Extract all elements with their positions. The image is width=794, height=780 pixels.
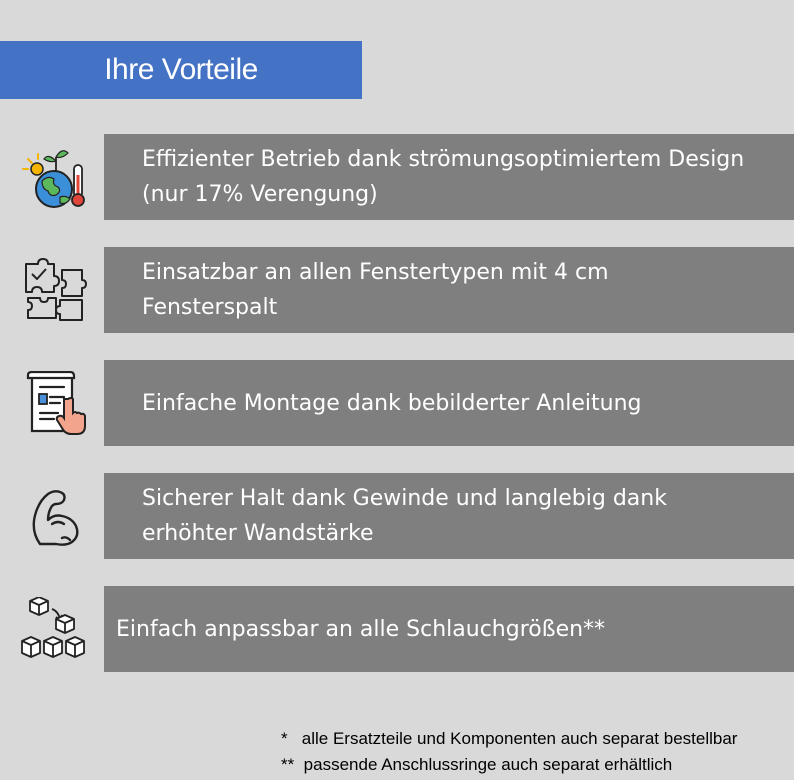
footnotes xyxy=(281,726,737,778)
feature-item-installation xyxy=(0,360,794,446)
feature-item-efficiency xyxy=(0,134,794,220)
feature-item-compatibility xyxy=(0,247,794,333)
puzzle-pieces-icon xyxy=(18,258,92,324)
flexed-arm-icon xyxy=(18,484,92,550)
feature-text: Einfache Montage dank bebilderter Anleitung xyxy=(104,360,794,446)
feature-item-durability xyxy=(0,473,794,559)
eco-earth-thermometer-icon xyxy=(18,145,92,211)
footnote-2: ** passende Anschlussringe auch separat erhältlich xyxy=(281,755,673,774)
instruction-manual-icon xyxy=(18,371,92,437)
feature-text: Einfach anpassbar an alle Schlauchgrößen** xyxy=(104,586,794,672)
feature-text: Effizienter Betrieb dank strömungsoptimiertem Design (nur 17% Verengung) xyxy=(104,134,794,220)
footnote-1: * alle Ersatzteile und Komponenten auch separat bestellbar xyxy=(281,729,738,748)
page-title: Ihre Vorteile xyxy=(0,41,362,99)
feature-text: Einsatzbar an allen Fenstertypen mit 4 cm Fensterspalt xyxy=(104,247,794,333)
feature-text: Sicherer Halt dank Gewinde und langlebig dank erhöhter Wandstärke xyxy=(104,473,794,559)
feature-item-adaptability xyxy=(0,586,794,672)
stacked-boxes-icon xyxy=(18,597,92,663)
